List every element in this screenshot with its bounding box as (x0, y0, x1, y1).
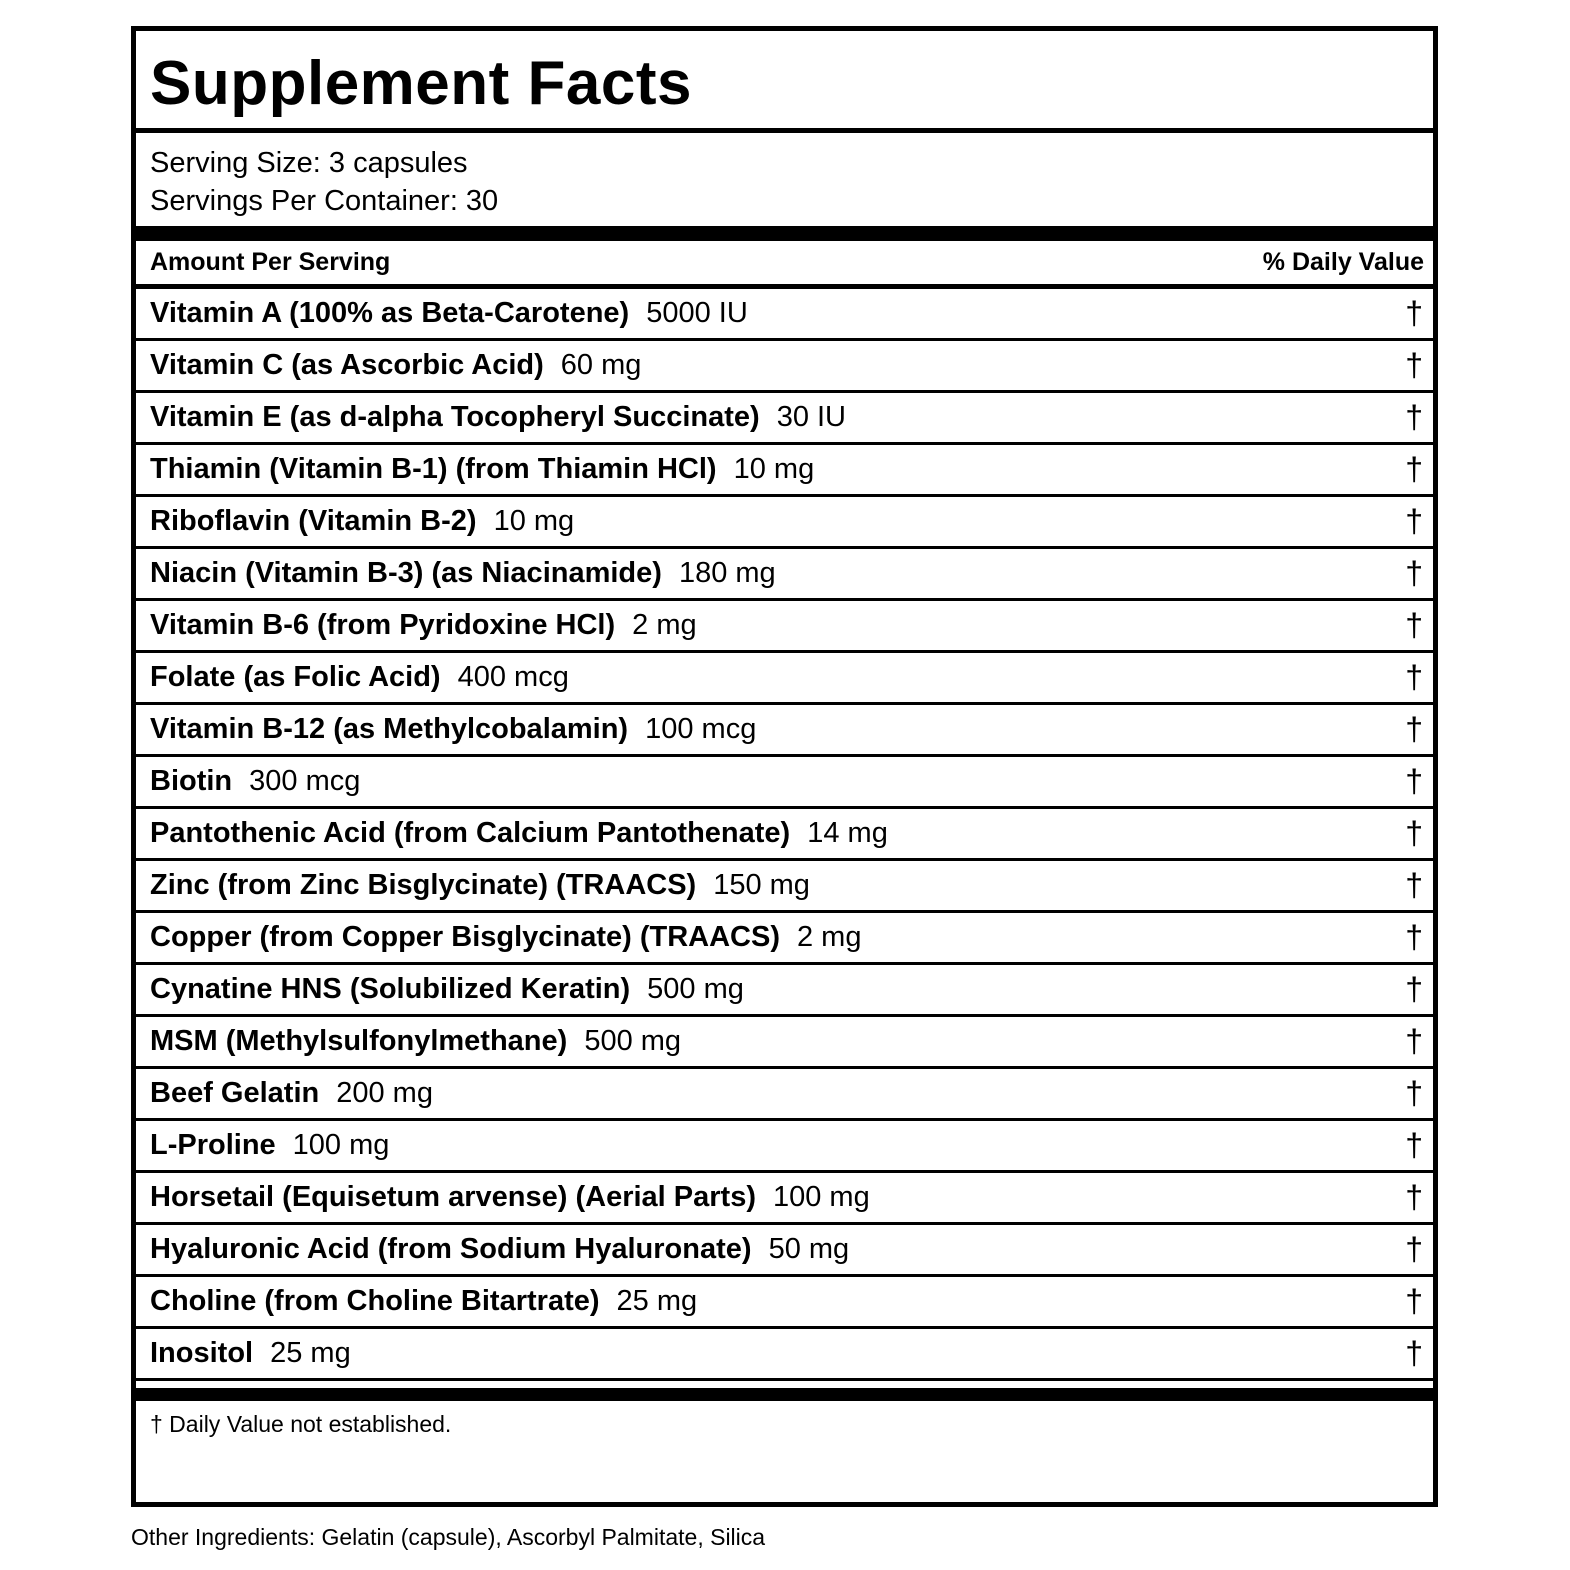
ingredient-row (136, 1173, 1433, 1225)
other-ingredients: Other Ingredients: Gelatin (capsule), Ascorbyl Palmitate, Silica (131, 1524, 766, 1550)
ingredient-row (136, 1225, 1433, 1277)
daily-value-dagger: † (1405, 1075, 1423, 1111)
ingredient-name: Horsetail (Equisetum arvense) (Aerial Parts) (150, 1181, 756, 1213)
amount-per-serving-label: Amount Per Serving (150, 248, 391, 276)
ingredient-row (136, 861, 1433, 913)
ingredient-amount: 5000 IU (646, 297, 748, 329)
ingredient-row (136, 653, 1433, 705)
ingredient-row (136, 1329, 1433, 1381)
ingredient-name: MSM (Methylsulfonylmethane) (150, 1025, 568, 1057)
ingredient-row (136, 601, 1433, 653)
ingredient-name: Riboflavin (Vitamin B-2) (150, 505, 477, 537)
ingredient-name: Vitamin B-6 (from Pyridoxine HCl) (150, 609, 616, 641)
ingredient-amount: 60 mg (560, 349, 642, 381)
ingredient-name: Choline (from Choline Bitartrate) (150, 1285, 600, 1317)
ingredient-row (136, 809, 1433, 861)
ingredient-row (136, 549, 1433, 601)
serving-info (136, 133, 1433, 226)
ingredient-name: Cynatine HNS (Solubilized Keratin) (150, 973, 631, 1005)
ingredient-row (136, 1017, 1433, 1069)
column-header-row (136, 241, 1433, 284)
daily-value-dagger: † (1405, 503, 1423, 539)
servings-per-container: Servings Per Container: 30 (150, 185, 499, 217)
daily-value-dagger: † (1405, 971, 1423, 1007)
ingredient-name: Inositol (150, 1337, 254, 1369)
ingredient-row (136, 1121, 1433, 1173)
ingredient-amount: 100 mcg (645, 713, 757, 745)
daily-value-dagger: † (1405, 919, 1423, 955)
daily-value-label: % Daily Value (1262, 248, 1424, 276)
daily-value-dagger: † (1405, 815, 1423, 851)
ingredient-name: Vitamin E (as d-alpha Tocopheryl Succinate) (150, 401, 760, 433)
spacer (136, 1381, 1433, 1388)
ingredient-amount: 2 mg (796, 921, 862, 953)
daily-value-dagger: † (1405, 1179, 1423, 1215)
daily-value-dagger: † (1405, 347, 1423, 383)
ingredient-row (136, 289, 1433, 341)
thick-divider (136, 1388, 1433, 1401)
ingredient-amount: 500 mg (647, 973, 744, 1005)
supplement-facts-panel (131, 26, 1438, 1507)
daily-value-dagger: † (1405, 1023, 1423, 1059)
ingredient-amount: 10 mg (493, 505, 575, 537)
daily-value-dagger: † (1405, 451, 1423, 487)
ingredient-name: Vitamin A (100% as Beta-Carotene) (150, 297, 630, 329)
daily-value-dagger: † (1405, 1127, 1423, 1163)
daily-value-dagger: † (1405, 1335, 1423, 1371)
daily-value-dagger: † (1405, 659, 1423, 695)
panel-title: Supplement Facts (150, 49, 692, 118)
ingredient-name: Vitamin C (as Ascorbic Acid) (150, 349, 544, 381)
ingredient-name: Folate (as Folic Acid) (150, 661, 441, 693)
ingredient-row (136, 705, 1433, 757)
ingredient-amount: 25 mg (616, 1285, 698, 1317)
ingredient-amount: 150 mg (713, 869, 810, 901)
ingredient-name: Hyaluronic Acid (from Sodium Hyaluronate) (150, 1233, 752, 1265)
daily-value-dagger: † (1405, 295, 1423, 331)
ingredient-amount: 500 mg (584, 1025, 682, 1057)
serving-size: Serving Size: 3 capsules (150, 147, 468, 179)
ingredient-amount: 2 mg (632, 609, 697, 641)
ingredient-amount: 100 mg (772, 1181, 870, 1213)
daily-value-dagger: † (1405, 1283, 1423, 1319)
ingredient-row (136, 497, 1433, 549)
ingredient-row (136, 913, 1433, 965)
daily-value-dagger: † (1405, 399, 1423, 435)
ingredient-amount: 100 mg (292, 1129, 390, 1161)
ingredient-row (136, 757, 1433, 809)
ingredient-amount: 180 mg (678, 557, 776, 589)
ingredient-name: Biotin (150, 765, 233, 797)
daily-value-dagger: † (1405, 711, 1423, 747)
ingredient-amount: 50 mg (768, 1233, 850, 1265)
ingredient-name: Pantothenic Acid (from Calcium Pantothenate) (150, 817, 791, 849)
footnote: † Daily Value not established. (150, 1411, 452, 1437)
ingredient-row (136, 1069, 1433, 1121)
ingredient-amount: 14 mg (807, 817, 888, 849)
ingredient-name: Copper (from Copper Bisglycinate) (TRAACS) (150, 921, 780, 953)
ingredient-row (136, 445, 1433, 497)
ingredient-name: Beef Gelatin (150, 1077, 320, 1109)
ingredient-amount: 300 mcg (249, 765, 361, 797)
ingredient-amount: 200 mg (336, 1077, 433, 1109)
daily-value-dagger: † (1405, 763, 1423, 799)
thick-divider (136, 226, 1433, 241)
ingredient-amount: 10 mg (733, 453, 815, 485)
ingredient-name: L-Proline (150, 1129, 276, 1161)
ingredient-row (136, 1277, 1433, 1329)
ingredient-amount: 30 IU (776, 401, 847, 433)
ingredient-name: Vitamin B-12 (as Methylcobalamin) (150, 713, 629, 745)
ingredient-row (136, 341, 1433, 393)
ingredient-amount: 400 mcg (457, 661, 569, 693)
ingredient-name: Thiamin (Vitamin B-1) (from Thiamin HCl) (150, 453, 717, 485)
daily-value-dagger: † (1405, 867, 1423, 903)
ingredient-row (136, 393, 1433, 445)
ingredient-name: Zinc (from Zinc Bisglycinate) (TRAACS) (150, 869, 697, 901)
daily-value-dagger: † (1405, 607, 1423, 643)
daily-value-dagger: † (1405, 1231, 1423, 1267)
ingredient-list (136, 289, 1433, 1381)
daily-value-dagger: † (1405, 555, 1423, 591)
ingredient-name: Niacin (Vitamin B-3) (as Niacinamide) (150, 557, 662, 589)
ingredient-amount: 25 mg (270, 1337, 351, 1369)
ingredient-row (136, 965, 1433, 1017)
